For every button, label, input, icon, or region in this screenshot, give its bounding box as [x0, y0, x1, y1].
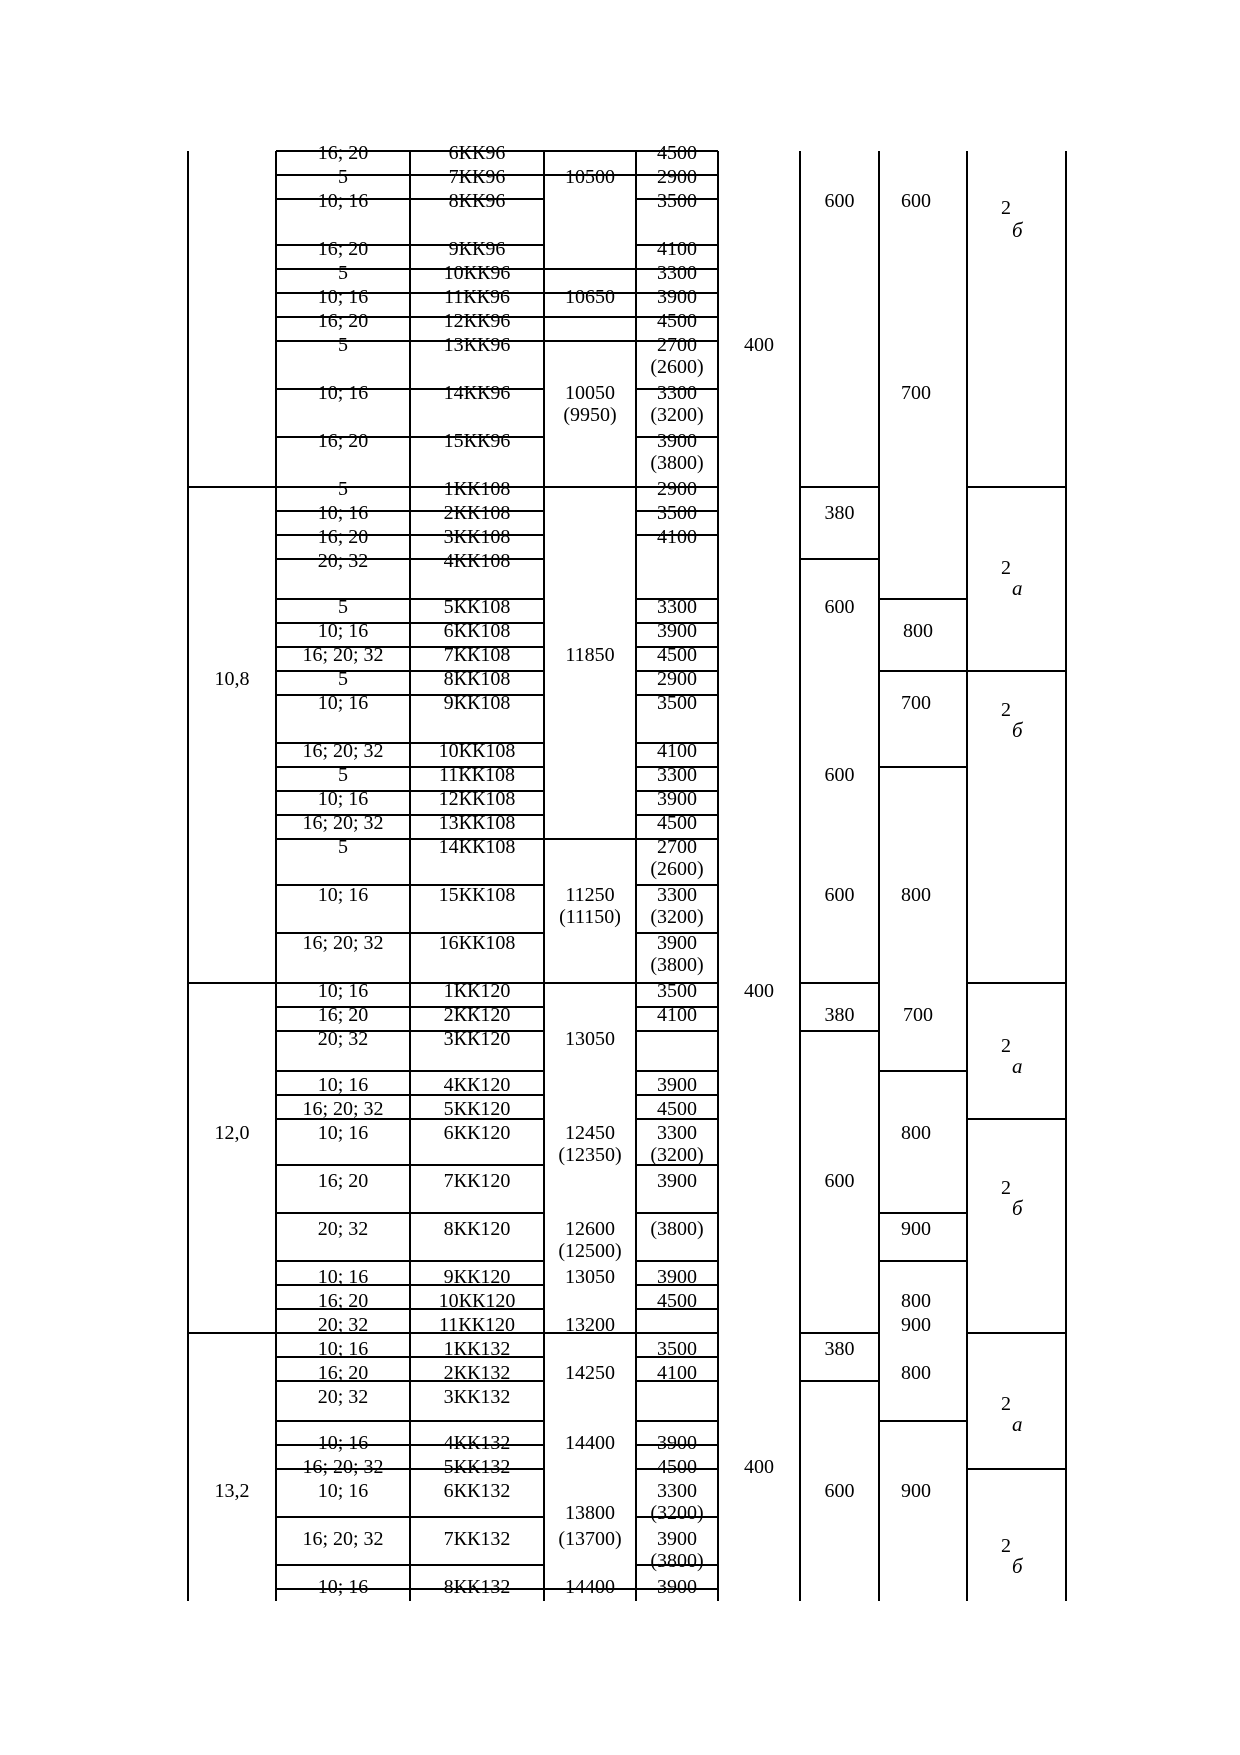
table-cell: 600 [824, 1170, 855, 1192]
table-cell: 9КК96 [448, 238, 506, 260]
table-cell: 16; 20 [317, 142, 369, 164]
table-vertical-rule [275, 151, 277, 1601]
table-cell: 8КК120 [443, 1218, 511, 1240]
table-horizontal-rule [967, 1332, 1066, 1334]
table-cell: 4100 [657, 1362, 697, 1384]
table-cell: 3900 [657, 1170, 697, 1192]
scheme-letter: а [1012, 1412, 1023, 1436]
table-cell: 13050 [565, 1266, 615, 1288]
scheme-number: 2 [1001, 557, 1011, 579]
table-cell: 10КК108 [438, 740, 516, 762]
table-cell: 11850 [565, 644, 615, 666]
table-cell: 10050 [565, 382, 615, 404]
table-cell: 10; 16 [317, 620, 369, 642]
table-cell: 1КК132 [443, 1338, 511, 1360]
table-cell: 600 [824, 190, 855, 212]
table-cell: 20; 32 [317, 1028, 369, 1050]
table-cell: 10; 16 [317, 1576, 369, 1598]
table-cell: 3900 [657, 430, 697, 452]
table-cell: 14250 [565, 1362, 615, 1384]
table-horizontal-rule [879, 670, 1066, 672]
table-cell: 4КК132 [443, 1432, 511, 1454]
table-cell: 5 [338, 836, 348, 858]
table-horizontal-rule [800, 1380, 879, 1382]
table-horizontal-rule [636, 1030, 718, 1032]
table-cell: 2700 [657, 836, 697, 858]
table-cell: 6КК96 [448, 142, 506, 164]
table-cell: 3500 [657, 1338, 697, 1360]
table-cell: 8КК96 [448, 190, 506, 212]
table-cell: 16; 20 [317, 310, 369, 332]
table-cell: 3300 [657, 1122, 697, 1144]
table-cell: 16КК108 [438, 932, 516, 954]
table-cell: 16; 20; 32 [302, 1528, 384, 1550]
table-cell: 380 [824, 1004, 855, 1026]
table-vertical-rule [799, 151, 801, 1601]
table-cell: 10; 16 [317, 382, 369, 404]
table-cell: 4500 [657, 1456, 697, 1478]
table-horizontal-rule [967, 982, 1066, 984]
table-cell: 800 [901, 884, 931, 906]
table-cell: 13КК108 [438, 812, 516, 834]
table-cell: 20; 32 [317, 1218, 369, 1240]
scheme-letter: б [1012, 1554, 1023, 1578]
scheme-letter: б [1012, 218, 1023, 242]
table-vertical-rule [1065, 151, 1067, 1601]
table-horizontal-rule [636, 1260, 718, 1262]
table-horizontal-rule [276, 1420, 544, 1422]
table-cell: 15КК96 [443, 430, 511, 452]
scheme-letter: б [1012, 718, 1023, 742]
table-cell: 3900 [657, 1528, 697, 1550]
table-cell: 3500 [657, 190, 697, 212]
scheme-letter: а [1012, 1054, 1023, 1078]
table-cell: 2900 [657, 668, 697, 690]
table-horizontal-rule [800, 1030, 879, 1032]
table-horizontal-rule [879, 766, 967, 768]
table-cell: 5 [338, 478, 348, 500]
table-cell: 3300 [657, 596, 697, 618]
table-cell: 3500 [657, 980, 697, 1002]
table-cell: 3500 [657, 692, 697, 714]
table-cell: 16; 20; 32 [302, 932, 384, 954]
table-cell: 11250 [565, 884, 615, 906]
table-cell: 700 [903, 1004, 933, 1026]
table-cell: 12600 [565, 1218, 615, 1240]
table-cell: 16; 20 [317, 1170, 369, 1192]
table-cell: 8КК108 [443, 668, 511, 690]
table-cell: 14400 [565, 1576, 615, 1598]
table-cell: 11КК96 [444, 286, 510, 308]
table-cell: 10; 16 [317, 884, 369, 906]
table-cell: 5 [338, 668, 348, 690]
table-horizontal-rule [879, 1260, 967, 1262]
table-vertical-rule [717, 151, 719, 1601]
table-cell: (3800) [650, 452, 704, 474]
table-cell: 3900 [657, 1266, 697, 1288]
table-horizontal-rule [800, 1332, 879, 1334]
table-cell: 4100 [657, 526, 697, 548]
table-cell: 900 [901, 1218, 931, 1240]
table-cell: 400 [744, 980, 774, 1002]
scheme-letter: а [1012, 576, 1023, 600]
table-cell: 800 [903, 620, 933, 642]
table-cell: 4500 [657, 644, 697, 666]
table-vertical-rule [187, 151, 189, 1601]
table-cell: 600 [824, 1480, 855, 1502]
table-cell: 5КК108 [443, 596, 511, 618]
table-cell: 4КК120 [443, 1074, 511, 1096]
table-cell: (2600) [650, 858, 704, 880]
table-cell: 2КК120 [443, 1004, 511, 1026]
table-cell: 10; 16 [317, 190, 369, 212]
table-cell: 16; 20 [317, 1362, 369, 1384]
table-cell: 10; 16 [317, 1480, 369, 1502]
scheme-number: 2 [1001, 1035, 1011, 1057]
table-cell: 600 [824, 596, 855, 618]
table-horizontal-rule [879, 1420, 967, 1422]
table-cell: 1КК108 [443, 478, 511, 500]
table-cell: 13200 [565, 1314, 615, 1336]
table-cell: 7КК120 [443, 1170, 511, 1192]
table-horizontal-rule [276, 1260, 544, 1262]
table-cell: 10; 16 [317, 980, 369, 1002]
table-horizontal-rule [879, 1070, 967, 1072]
table-cell: 16; 20; 32 [302, 1098, 384, 1120]
table-cell: 7КК132 [443, 1528, 511, 1550]
table-cell: 6КК132 [443, 1480, 511, 1502]
table-cell: 3КК120 [443, 1028, 511, 1050]
table-cell: 2КК108 [443, 502, 511, 524]
table-vertical-rule [878, 151, 880, 1601]
table-horizontal-rule [800, 558, 879, 560]
table-cell: 16; 20 [317, 526, 369, 548]
table-cell: 4500 [657, 142, 697, 164]
table-cell: 800 [901, 1290, 931, 1312]
table-cell: 4100 [657, 1004, 697, 1026]
table-cell: 5 [338, 262, 348, 284]
table-cell: 12450 [565, 1122, 615, 1144]
table-cell: (3200) [650, 1502, 704, 1524]
table-cell: 10; 16 [317, 1074, 369, 1096]
table-cell: 3300 [657, 764, 697, 786]
table-cell: 10; 16 [317, 502, 369, 524]
table-cell: 20; 32 [317, 1314, 369, 1336]
table-cell: 12,0 [214, 1122, 250, 1144]
table-cell: 6КК108 [443, 620, 511, 642]
table-cell: 12КК108 [438, 788, 516, 810]
table-cell: 10; 16 [317, 788, 369, 810]
table-cell: 3КК108 [443, 526, 511, 548]
table-cell: 2КК132 [443, 1362, 511, 1384]
table-cell: 10КК120 [438, 1290, 516, 1312]
table-cell: 900 [901, 1480, 931, 1502]
table-cell: 2900 [657, 478, 697, 500]
table-cell: (3800) [650, 1218, 704, 1240]
table-cell: 14КК108 [438, 836, 516, 858]
table-horizontal-rule [276, 1212, 544, 1214]
table-cell: (3800) [650, 1550, 704, 1572]
table-cell: 8КК132 [443, 1576, 511, 1598]
table-cell: (3200) [650, 1144, 704, 1166]
table-cell: 5 [338, 334, 348, 356]
table-cell: (3200) [650, 906, 704, 928]
table-cell: 16; 20 [317, 430, 369, 452]
table-cell: 10КК96 [443, 262, 511, 284]
table-cell: 700 [901, 382, 931, 404]
table-cell: 13050 [565, 1028, 615, 1050]
table-cell: 600 [824, 884, 855, 906]
table-horizontal-rule [276, 1564, 544, 1566]
table-cell: 380 [824, 1338, 855, 1360]
table-cell: 4500 [657, 1290, 697, 1312]
table-cell: 20; 32 [317, 550, 369, 572]
table-cell: 2900 [657, 166, 697, 188]
table-cell: 10650 [565, 286, 615, 308]
table-cell: 16; 20 [317, 238, 369, 260]
table-cell: 10; 16 [317, 692, 369, 714]
table-horizontal-rule [879, 598, 967, 600]
table-cell: 20; 32 [317, 1386, 369, 1408]
table-cell: 2700 [657, 334, 697, 356]
table-cell: 4100 [657, 740, 697, 762]
table-vertical-rule [966, 151, 968, 1601]
table-cell: 4500 [657, 812, 697, 834]
table-cell: 5 [338, 764, 348, 786]
table-cell: 3300 [657, 1480, 697, 1502]
table-cell: 600 [901, 190, 931, 212]
table-cell: 3500 [657, 502, 697, 524]
table-cell: 6КК120 [443, 1122, 511, 1144]
table-cell: 7КК96 [448, 166, 506, 188]
table-cell: 16; 20; 32 [302, 1456, 384, 1478]
table-cell: 9КК108 [443, 692, 511, 714]
scheme-number: 2 [1001, 1535, 1011, 1557]
table-horizontal-rule [276, 1516, 544, 1518]
table-horizontal-rule [967, 1118, 1066, 1120]
table-horizontal-rule [800, 982, 879, 984]
table-horizontal-rule [967, 486, 1066, 488]
table-cell: 900 [901, 1314, 931, 1336]
table-cell: (9950) [563, 404, 617, 426]
table-cell: 3КК132 [443, 1386, 511, 1408]
scheme-number: 2 [1001, 1177, 1011, 1199]
scheme-number: 2 [1001, 197, 1011, 219]
table-horizontal-rule [800, 486, 879, 488]
scheme-number: 2 [1001, 699, 1011, 721]
table-cell: 14КК96 [443, 382, 511, 404]
table-cell: 4500 [657, 310, 697, 332]
table-cell: 13,2 [214, 1480, 250, 1502]
table-cell: 5 [338, 166, 348, 188]
table-cell: 10,8 [214, 668, 250, 690]
table-cell: 11КК120 [439, 1314, 515, 1336]
table-cell: 3300 [657, 382, 697, 404]
table-vertical-rule [409, 151, 411, 1601]
table-cell: 380 [824, 502, 855, 524]
table-cell: (11150) [559, 906, 621, 928]
table-cell: 9КК120 [443, 1266, 511, 1288]
table-cell: 4100 [657, 238, 697, 260]
table-cell: 12КК96 [443, 310, 511, 332]
table-cell: 15КК108 [438, 884, 516, 906]
table-cell: 3300 [657, 884, 697, 906]
table-cell: (3800) [650, 954, 704, 976]
table-horizontal-rule [636, 1420, 718, 1422]
table-cell: 800 [901, 1362, 931, 1384]
table-cell: (3200) [650, 404, 704, 426]
table-cell: 16; 20 [317, 1290, 369, 1312]
table-cell: 5КК132 [443, 1456, 511, 1478]
table-cell: 14400 [565, 1432, 615, 1454]
table-cell: 5КК120 [443, 1098, 511, 1120]
table-cell: 10; 16 [317, 1122, 369, 1144]
table-cell: 11КК108 [439, 764, 515, 786]
table-cell: (2600) [650, 356, 704, 378]
table-horizontal-rule [879, 1212, 967, 1214]
table-cell: 800 [901, 1122, 931, 1144]
table-cell: 10; 16 [317, 1338, 369, 1360]
table-cell: 400 [744, 1456, 774, 1478]
table-cell: (12350) [558, 1144, 622, 1166]
table-cell: 3900 [657, 1074, 697, 1096]
table-cell: 16; 20 [317, 1004, 369, 1026]
table-horizontal-rule [967, 1468, 1066, 1470]
table-cell: 4500 [657, 1098, 697, 1120]
table-cell: 13КК96 [443, 334, 511, 356]
table-cell: 7КК108 [443, 644, 511, 666]
table-cell: 10; 16 [317, 1266, 369, 1288]
table-cell: 4КК108 [443, 550, 511, 572]
table-cell: 600 [824, 764, 855, 786]
table-vertical-rule [635, 151, 637, 1601]
table-horizontal-rule [276, 1164, 544, 1166]
table-cell: 13800 [565, 1502, 615, 1524]
table-cell: 10; 16 [317, 1432, 369, 1454]
table-cell: 16; 20; 32 [302, 740, 384, 762]
table-cell: 3300 [657, 262, 697, 284]
scheme-letter: б [1012, 1196, 1023, 1220]
table-cell: 3900 [657, 286, 697, 308]
table-cell: 16; 20; 32 [302, 812, 384, 834]
table-cell: 3900 [657, 788, 697, 810]
table-cell: 3900 [657, 1576, 697, 1598]
table-cell: 3900 [657, 620, 697, 642]
table-cell: 400 [744, 334, 774, 356]
table-horizontal-rule [276, 1070, 544, 1072]
table-vertical-rule [543, 151, 545, 1601]
table-horizontal-rule [636, 1070, 718, 1072]
table-cell: 5 [338, 596, 348, 618]
table-cell: 3900 [657, 1432, 697, 1454]
table-cell: 10; 16 [317, 286, 369, 308]
table-cell: (12500) [558, 1240, 622, 1262]
table-cell: 10500 [565, 166, 615, 188]
table-cell: 3900 [657, 932, 697, 954]
scheme-number: 2 [1001, 1393, 1011, 1415]
table-cell: 1КК120 [443, 980, 511, 1002]
table-cell: 16; 20; 32 [302, 644, 384, 666]
table-horizontal-rule [636, 1212, 718, 1214]
table-cell: 700 [901, 692, 931, 714]
table-cell: (13700) [558, 1528, 622, 1550]
